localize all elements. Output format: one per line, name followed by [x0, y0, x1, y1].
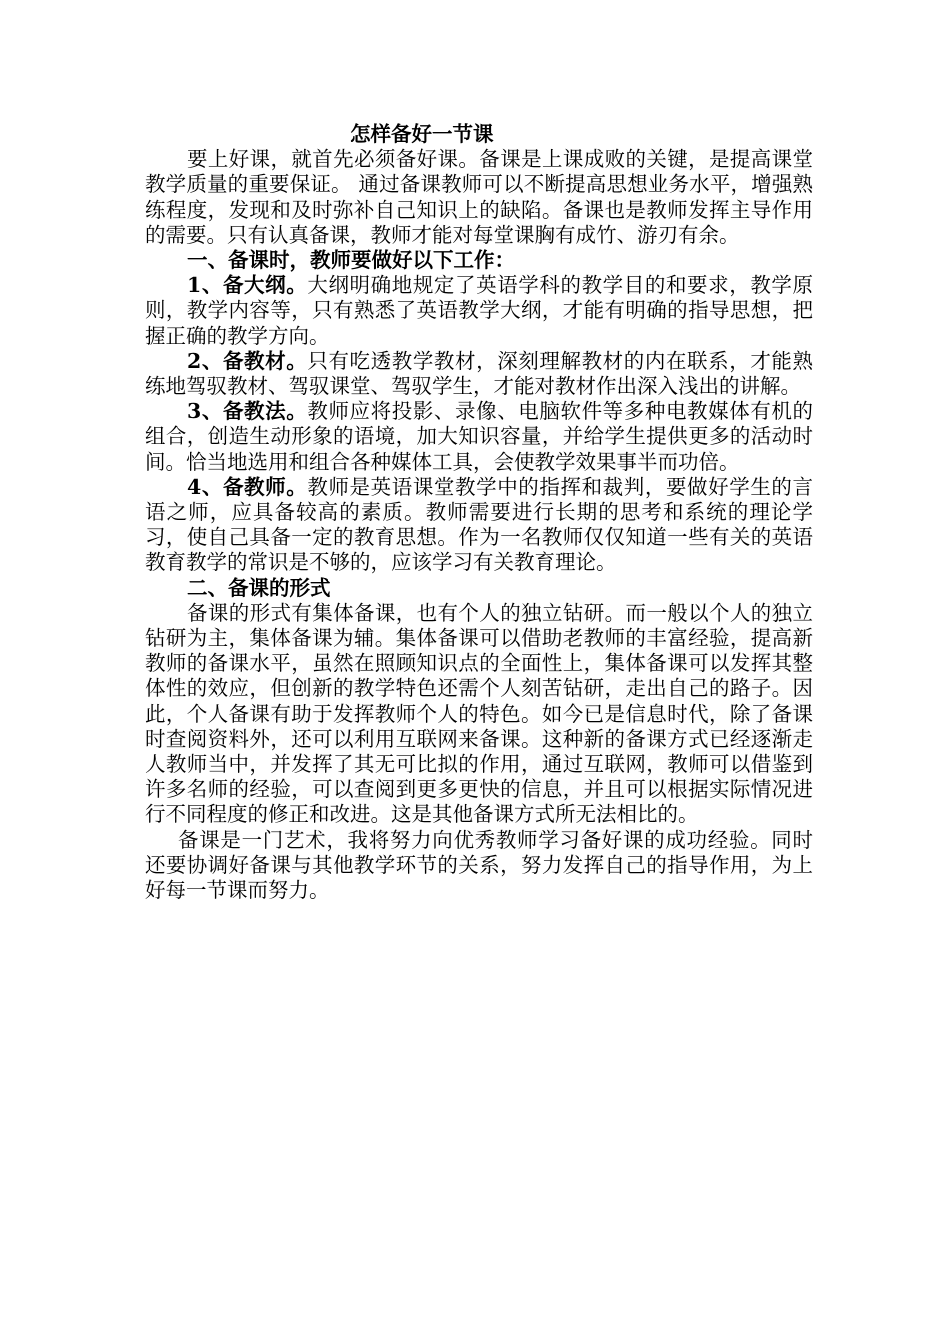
document-body — [145, 122, 813, 903]
item-text-3: 教师应将投影、录像、电脑软件等多种电教媒体有机的组合，创造生动形象的语境，加大知识容量，并给学生提供更多的活动时间。恰当地选用和组合各种媒体工具，会使教学效果事半而功倍。 — [145, 399, 814, 474]
intro-paragraph: 要上好课，就首先必须备好课。备课是上课成败的关键，是提高课堂教学质量的重要保证。 通过备课教师可以不断提高思想业务水平，增强熟练程度，发现和及时弥补自己知识上的缺陷。备课也是教师发挥主导作用的需要。只有认真备课，教师才能对每堂课胸有成竹、游刃有余。 — [145, 147, 813, 247]
item-lead-3: 3、备教法。 — [187, 399, 308, 424]
section-1-heading: 一、备课时，教师要做好以下工作： — [187, 248, 515, 273]
section-2-paragraph: 备课的形式有集体备课，也有个人的独立钻研。而一般以个人的独立钻研为主，集体备课为辅。集体备课可以借助老教师的丰富经验，提高新教师的备课水平，虽然在照顾知识点的全面性上，集体备课可以发挥其整体性的效应，但创新的教学特色还需个人刻苦钻研，走出自己的路子。因此，个人备课有助于发挥教师个人的特色。如今已是信息时代，除了备课时查阅资料外，还可以利用互联网来备课。这种新的备课方式已经逐渐走人教师当中，并发挥了其无可比拟的作用，通过互联网，教师可以借鉴到许多名师的经验，可以查阅到更多更快的信息，并且可以根据实际情况进行不同程度的修正和改进。这是其他备课方式所无法相比的。 — [145, 600, 813, 827]
item-paragraph-4 — [145, 475, 813, 576]
item-lead-1: 1、备大纲。 — [187, 273, 308, 298]
item-lead-2: 2、备教材。 — [187, 348, 308, 373]
item-lead-4: 4、备教师。 — [187, 474, 308, 499]
document-title: 怎样备好一节课 — [350, 122, 494, 146]
item-text-2: 只有吃透教学教材，深刻理解教材的内在联系，才能熟练地驾驭教材、驾驭课堂、驾驭学生，才能对教材作出深入浅出的讲解。 — [145, 348, 814, 399]
item-text-4: 教师是英语课堂教学中的指挥和裁判，要做好学生的言语之师，应具备较高的素质。教师需要进行长期的思考和系统的理论学习，使自己具备一定的教育思想。作为一名教师仅仅知道一些有关的英语教育教学的常识是不够的，应该学习有关教育理论。 — [145, 474, 814, 575]
item-paragraph-1 — [145, 273, 813, 349]
closing-paragraph: 备课是一门艺术，我将努力向优秀教师学习备好课的成功经验。同时还要协调好备课与其他教学环节的关系，努力发挥自己的指导作用，为上好每一节课而努力。 — [145, 827, 813, 903]
item-paragraph-3 — [145, 399, 813, 475]
item-paragraph-2 — [145, 349, 813, 399]
item-text-1: 大纲明确地规定了英语学科的教学目的和要求，教学原则，教学内容等，只有熟悉了英语教学大纲，才能有明确的指导思想，把握正确的教学方向。 — [145, 273, 814, 348]
section-2-heading: 二、备课的形式 — [187, 575, 331, 600]
